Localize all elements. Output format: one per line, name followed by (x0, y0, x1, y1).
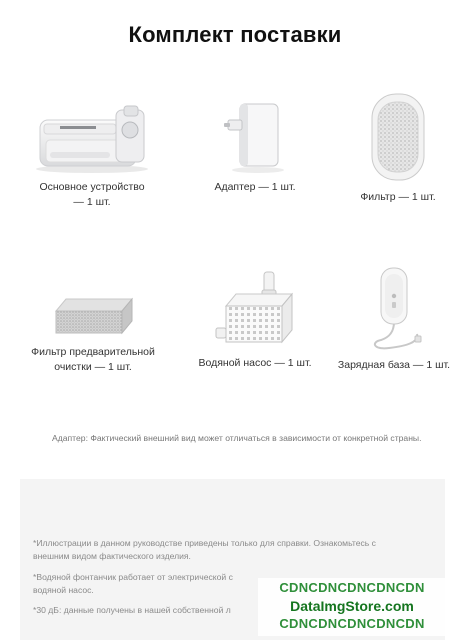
fountain-main-unit-icon (30, 100, 154, 174)
adapter-item (195, 100, 315, 195)
filter-label: Фильтр — 1 шт. (360, 191, 436, 203)
pump-label: Водяной насос — 1 шт. (198, 357, 312, 369)
footnote-power: *Водяной фонтанчик работает от электрической с (33, 572, 233, 582)
adapter-note: Адаптер: Фактический внешний вид может отличаться в зависимости от конкретной страны. (52, 433, 422, 443)
page-title: Комплект поставки (128, 22, 342, 47)
pre-filter-sponge-icon (48, 293, 138, 339)
main-unit-label: Основное устройство — 1 шт. (39, 181, 145, 208)
watermark-middle: DataImgStore.com (290, 598, 414, 614)
watermark-bottom: CDNCDNCDNCDNCDN (279, 616, 425, 631)
adapter-label: Адаптер — 1 шт. (214, 181, 296, 193)
power-adapter-icon (220, 100, 290, 174)
charging-base-icon (359, 262, 429, 352)
pre-filter-item (18, 293, 168, 375)
charging-base-label: Зарядная база — 1 шт. (337, 359, 451, 371)
footnote-illustrations: *Иллюстрации в данном руководстве приведены только для справки. Ознакомьтесь с внешним видом фактического изделия. (33, 538, 376, 561)
watermark-top: CDNCDNCDNCDNCDN (279, 580, 425, 595)
filter-cartridge-icon (368, 92, 428, 184)
water-pump-icon (210, 270, 300, 350)
watermark (258, 578, 446, 636)
pump-item (190, 270, 320, 371)
pre-filter-label: Фильтр предварительной очистки — 1 шт. (31, 346, 155, 373)
footnote-noise: *30 дБ: данные получены в нашей собственной л (33, 605, 231, 615)
footnote-pump: водяной насос. (33, 585, 94, 595)
charging-base-item (330, 262, 458, 373)
main-unit-item (22, 100, 162, 210)
filter-item (338, 92, 458, 205)
